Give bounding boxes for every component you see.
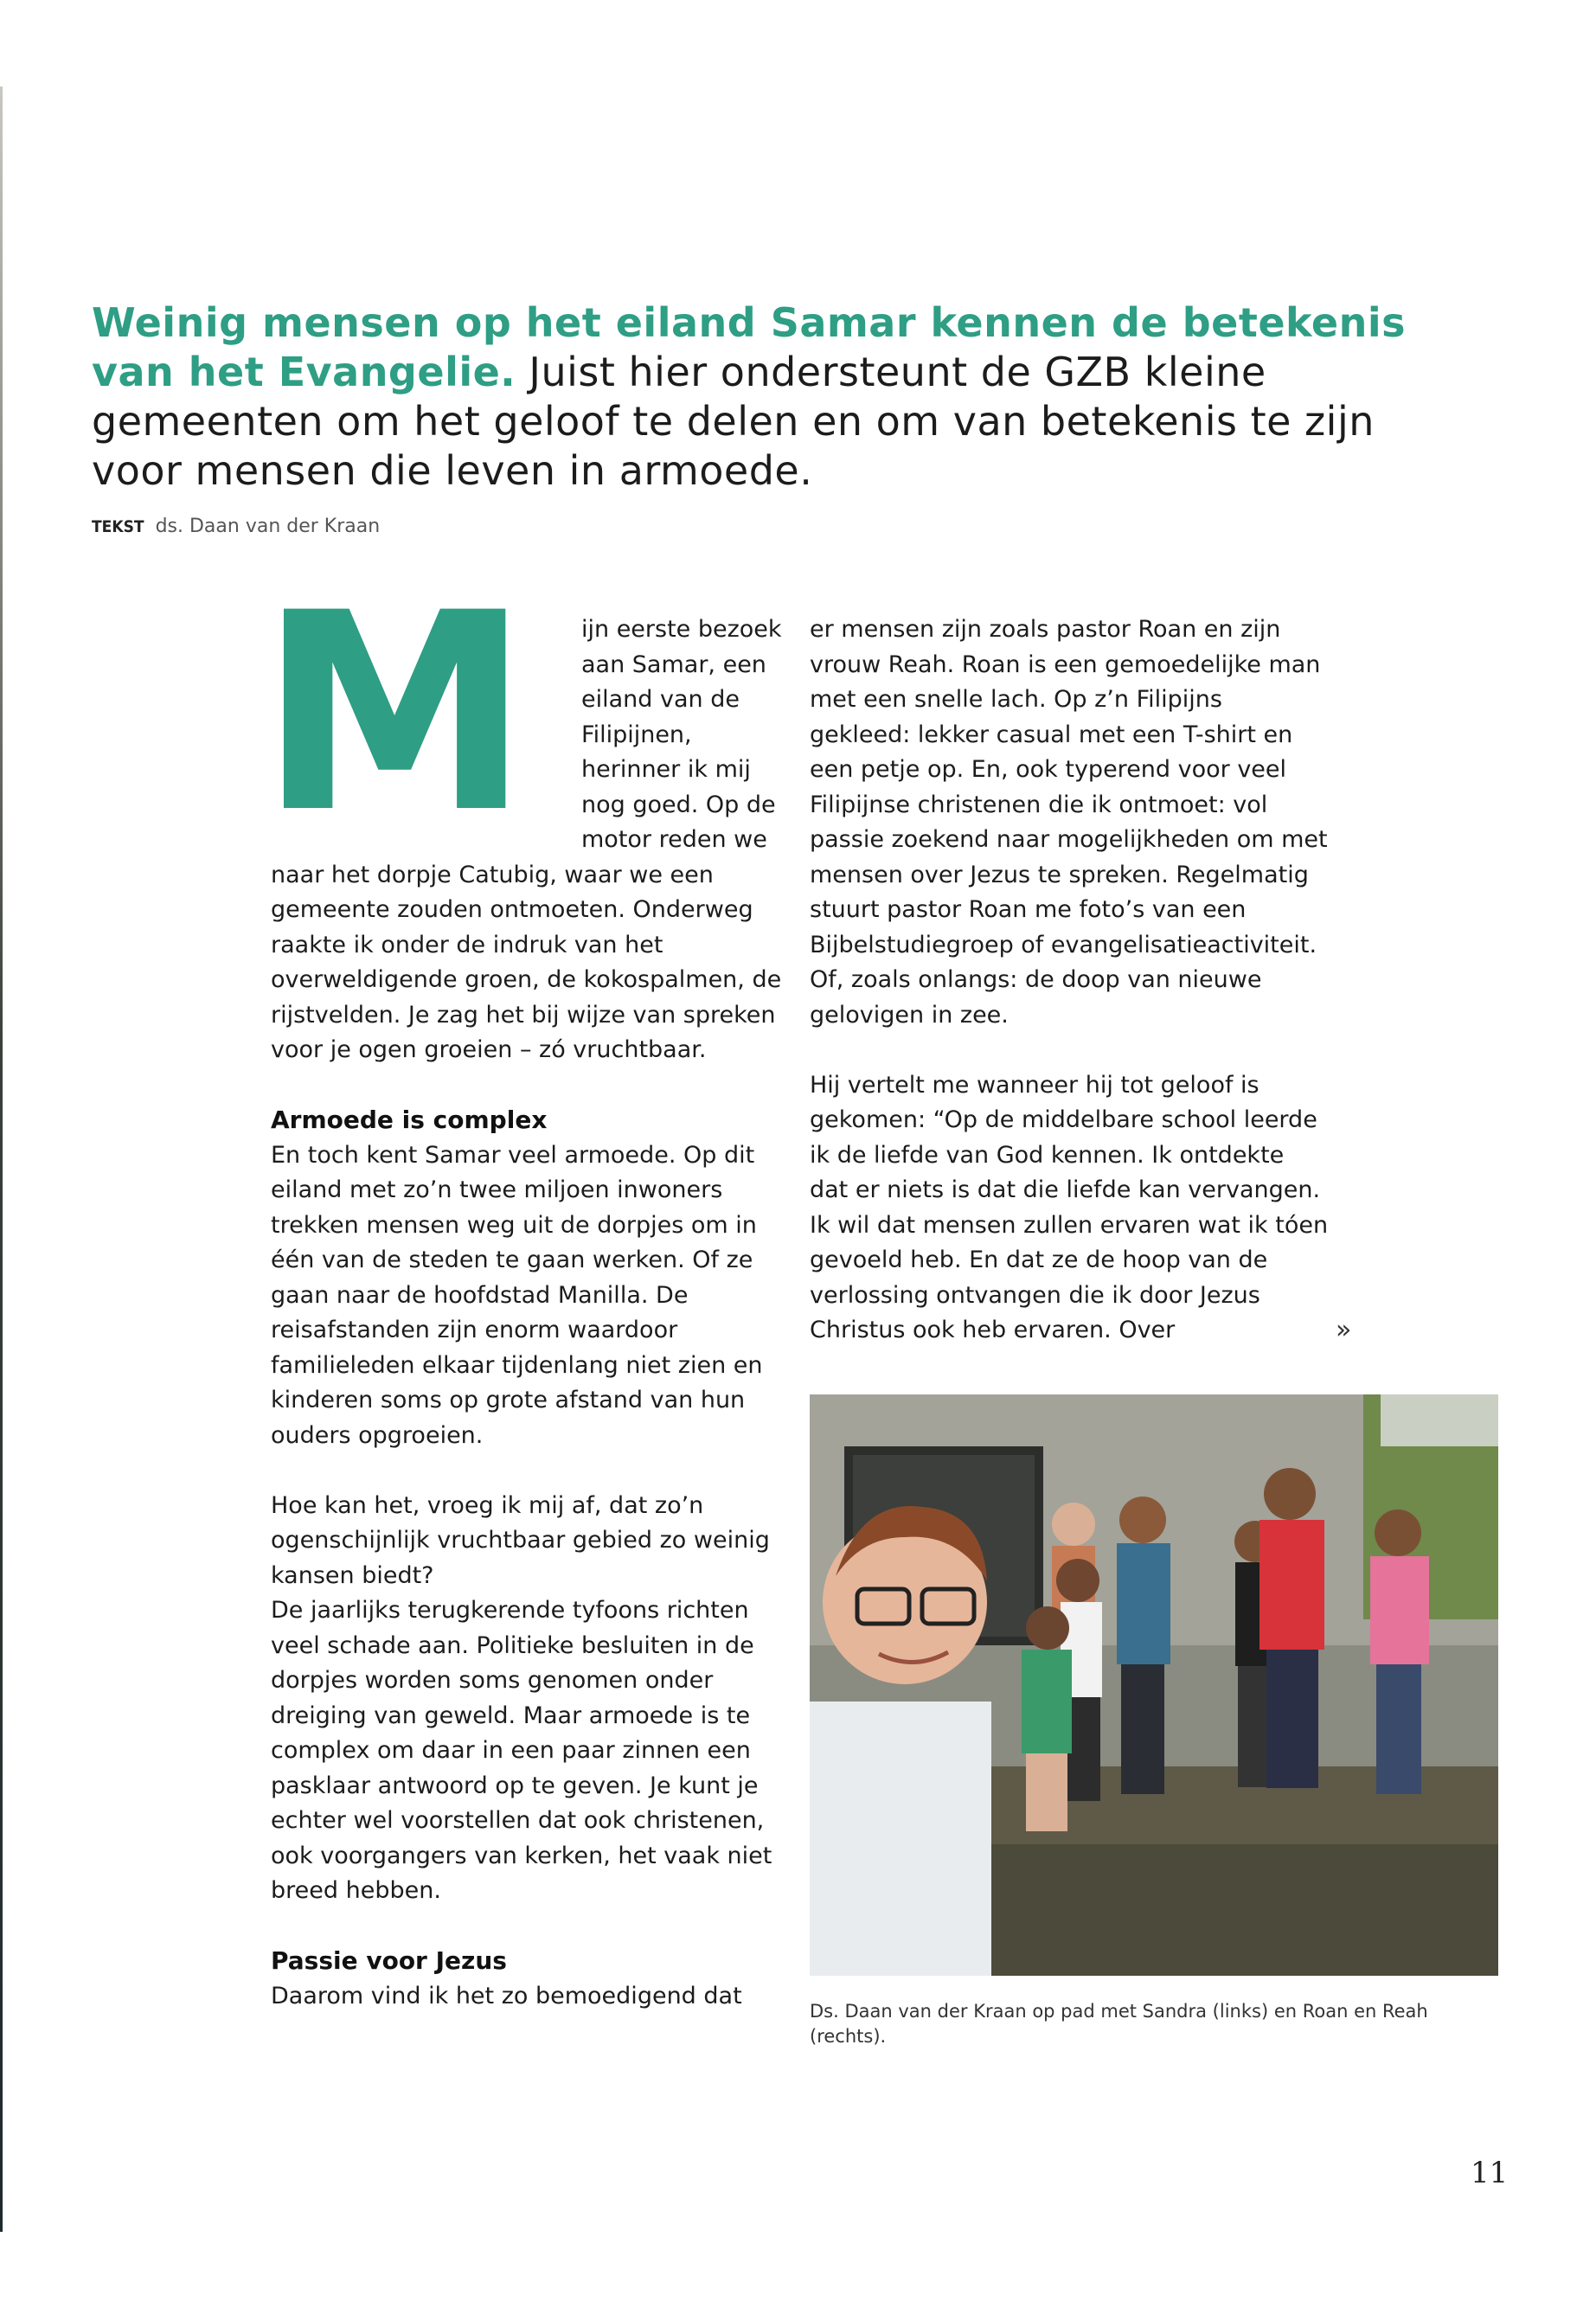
byline (92, 516, 380, 537)
paragraph-testimony: Hij vertelt me wanneer hij tot geloof is gekomen: “Op de middelbare school leerde ik de liefde van God kennen. Ik ontdekte dat er niets is dat die liefde kan vervangen. Ik wil dat mensen zullen ervaren wat ik tóen gevoeld heb. En dat ze de hoop van de verlossing ontvangen die ik door Jezus Christus ook heb ervaren. Over (810, 1071, 1329, 1343)
drop-cap-letter: M (259, 554, 524, 873)
continue-mark: » (1336, 1315, 1352, 1345)
group-photo (810, 1394, 1498, 1976)
paragraph-armoede: En toch kent Samar veel armoede. Op dit eiland met zo’n twee miljoen inwoners trekken mensen weg uit de dorpjes om in één van de steden te gaan werken. Of ze gaan naar de hoofdstad Manilla. De reisafstanden zijn enorm waardoor familieleden elkaar tijdenlang niet zien en kinderen soms op grote afstand van hun ouders opgroeien. (271, 1141, 763, 1449)
article-column-2 (810, 612, 1329, 1349)
byline-author: ds. Daan van der Kraan (155, 516, 381, 537)
photo-caption: Ds. Daan van der Kraan op pad met Sandra (links) en Roan en Reah (rechts). (810, 2001, 1428, 2047)
intro-rest: Juist hier ondersteunt de GZB kleine gemeenten om het geloof te delen en om van betekenis te zijn voor mensen die leven in armoede. (92, 349, 1375, 494)
paragraph-question: Hoe kan het, vroeg ik mij af, dat zo’n ogenschijnlijk vruchtbaar gebied zo weinig kansen biedt? (271, 1491, 770, 1589)
subheading-passie: Passie voor Jezus (271, 1946, 507, 1975)
paragraph-roan: er mensen zijn zoals pastor Roan en zijn vrouw Reah. Roan is een gemoedelijke man met een snelle lach. Op z’n Filipijns gekleed: lekker casual met een T-shirt en een petje op. En, ook typerend voor veel Filipijnse christenen die ik ontmoet: vol passie zoekend naar mogelijkheden om met mensen over Jezus te spreken. Regelmatig stuurt pastor Roan me foto’s van een Bijbelstudiegroep of evangelisatieactiviteit. Of, zoals onlangs: de doop van nieuwe gelovigen in zee. (810, 616, 1328, 1029)
paragraph-passie-start: Daarom vind ik het zo bemoedigend dat (271, 1982, 742, 2009)
drop-cap (259, 554, 581, 873)
subheading-armoede: Armoede is complex (271, 1106, 548, 1134)
paragraph-intro: ijn eerste bezoek aan Samar, een eiland van de Filipijnen, herinner ik mij nog goed. Op de motor reden we naar het dorpje Catubig, waar we een gemeente zouden ontmoeten. Onderweg raakte ik onder de indruk van het overweldigende groen, de kokospalmen, de rijstvelden. Je zag het bij wijze van spreken voor je ogen groeien – zó vruchtbaar. (271, 616, 782, 1063)
page-number: 11 (1471, 2156, 1509, 2190)
page-edge-shadow (0, 87, 3, 2232)
byline-label: TEKST (92, 517, 144, 536)
intro-highlight: Weinig mensen op het eiland Samar kennen de betekenis van het Evangelie. (92, 299, 1406, 395)
article-column-1 (259, 554, 790, 2014)
group-photo-illustration (810, 1394, 1498, 1976)
intro-lede (92, 298, 1476, 496)
paragraph-causes: De jaarlijks terugkerende tyfoons richten veel schade aan. Politieke besluiten in de dorpjes worden soms genomen onder dreiging van geweld. Maar armoede is te complex om daar in een paar zinnen een pasklaar antwoord op te geven. Je kunt je echter wel voorstellen dat ook christenen, ook voorgangers van kerken, het vaak niet breed hebben. (271, 1597, 772, 1904)
